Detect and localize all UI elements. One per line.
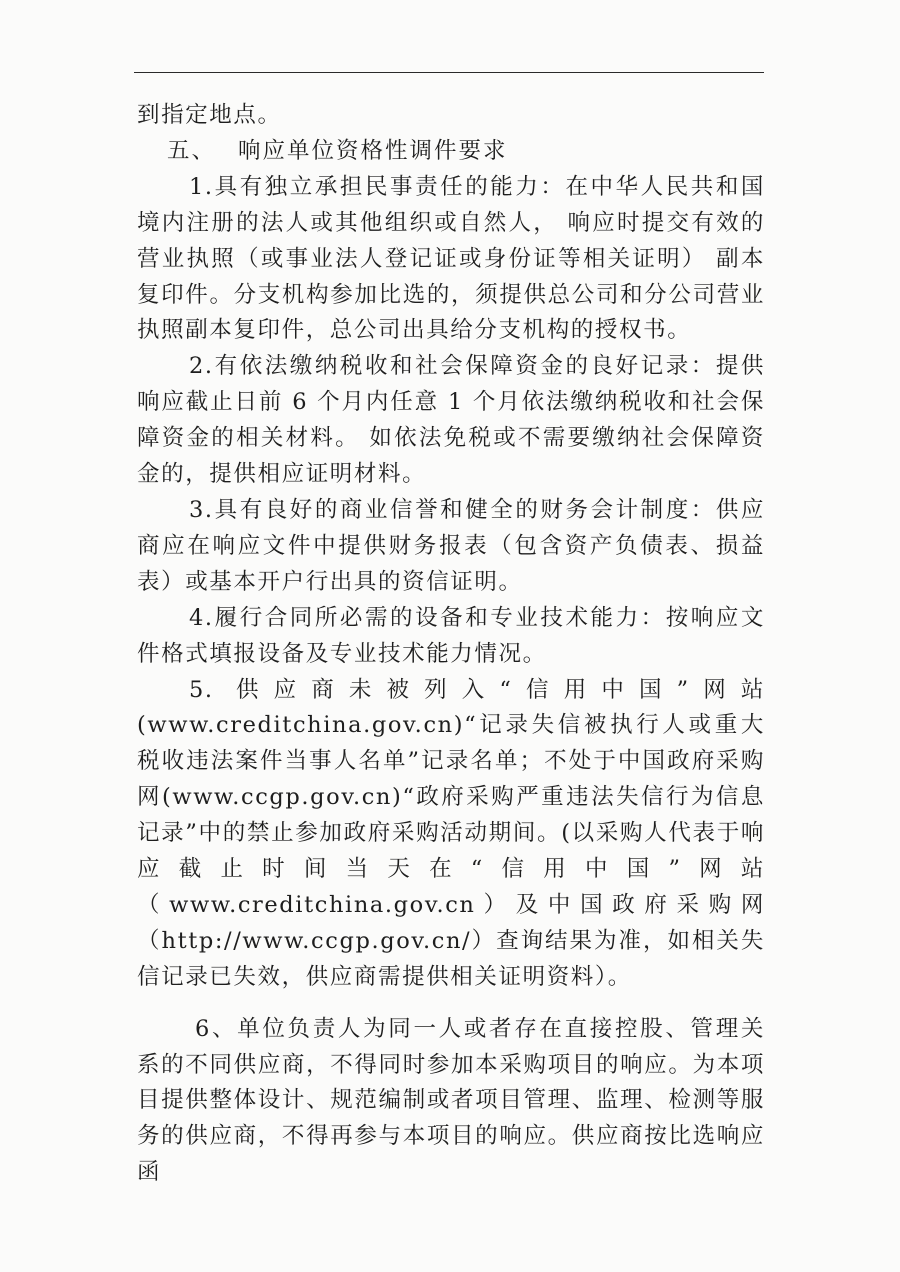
requirement-item-5: 5. 供应商未被列入“信用中国”网站(www.creditchina.gov.cn)“记录失信被执行人或重大税收违法案件当事人名单”记录名单；不处于中国政府采购网(www.ccgp.gov.cn)“政府采购严重违法失信行为信息记录”中的禁止参加政府采购活动期间。(以采购人代表于响应截止时间当天在“信用中国”网站（www.creditchina.gov.cn）及中国政府采购网（http://www.ccgp.gov.cn/）查询结果为准，如相关失信记录已失效，供应商需提供相关证明资料）。	[137, 676, 765, 990]
section-title: 响应单位资格性调件要求	[238, 137, 508, 164]
requirement-item-6: 6、单位负责人为同一人或者存在直接控股、管理关系的不同供应商，不得同时参加本采购项目的响应。为本项目提供整体设计、规范编制或者项目管理、监理、检测等服务的供应商，不得再参与本项目的响应。供应商按比选响应函	[137, 1015, 765, 1186]
section-number: 五、	[167, 137, 217, 164]
continuation-line: 到指定地点。	[137, 102, 282, 128]
header-rule	[134, 72, 764, 73]
requirement-item-3: 3.具有良好的商业信誉和健全的财务会计制度：供应商应在响应文件中提供财务报表（包含资产负债表、损益表）或基本开户行出具的资信证明。	[137, 496, 765, 595]
requirement-item-2: 2.有依法缴纳税收和社会保障资金的良好记录：提供响应截止日前 6 个月内任意 1 个月依法缴纳税收和社会保障资金的相关材料。 如依法免税或不需要缴纳社会保障资金的，提供相应证明材料。	[137, 353, 765, 488]
document-body	[137, 98, 765, 1191]
section-heading	[137, 134, 765, 170]
requirement-item-4: 4.履行合同所必需的设备和专业技术能力：按响应文件格式填报设备及专业技术能力情况。	[137, 604, 765, 667]
requirement-item-1: 1.具有独立承担民事责任的能力：在中华人民共和国境内注册的法人或其他组织或自然人， 响应时提交有效的营业执照（或事业法人登记证或身份证等相关证明） 副本复印件。分支机构参加比选的，须提供总公司和分公司营业执照副本复印件，总公司出具给分支机构的授权书。	[137, 173, 765, 344]
